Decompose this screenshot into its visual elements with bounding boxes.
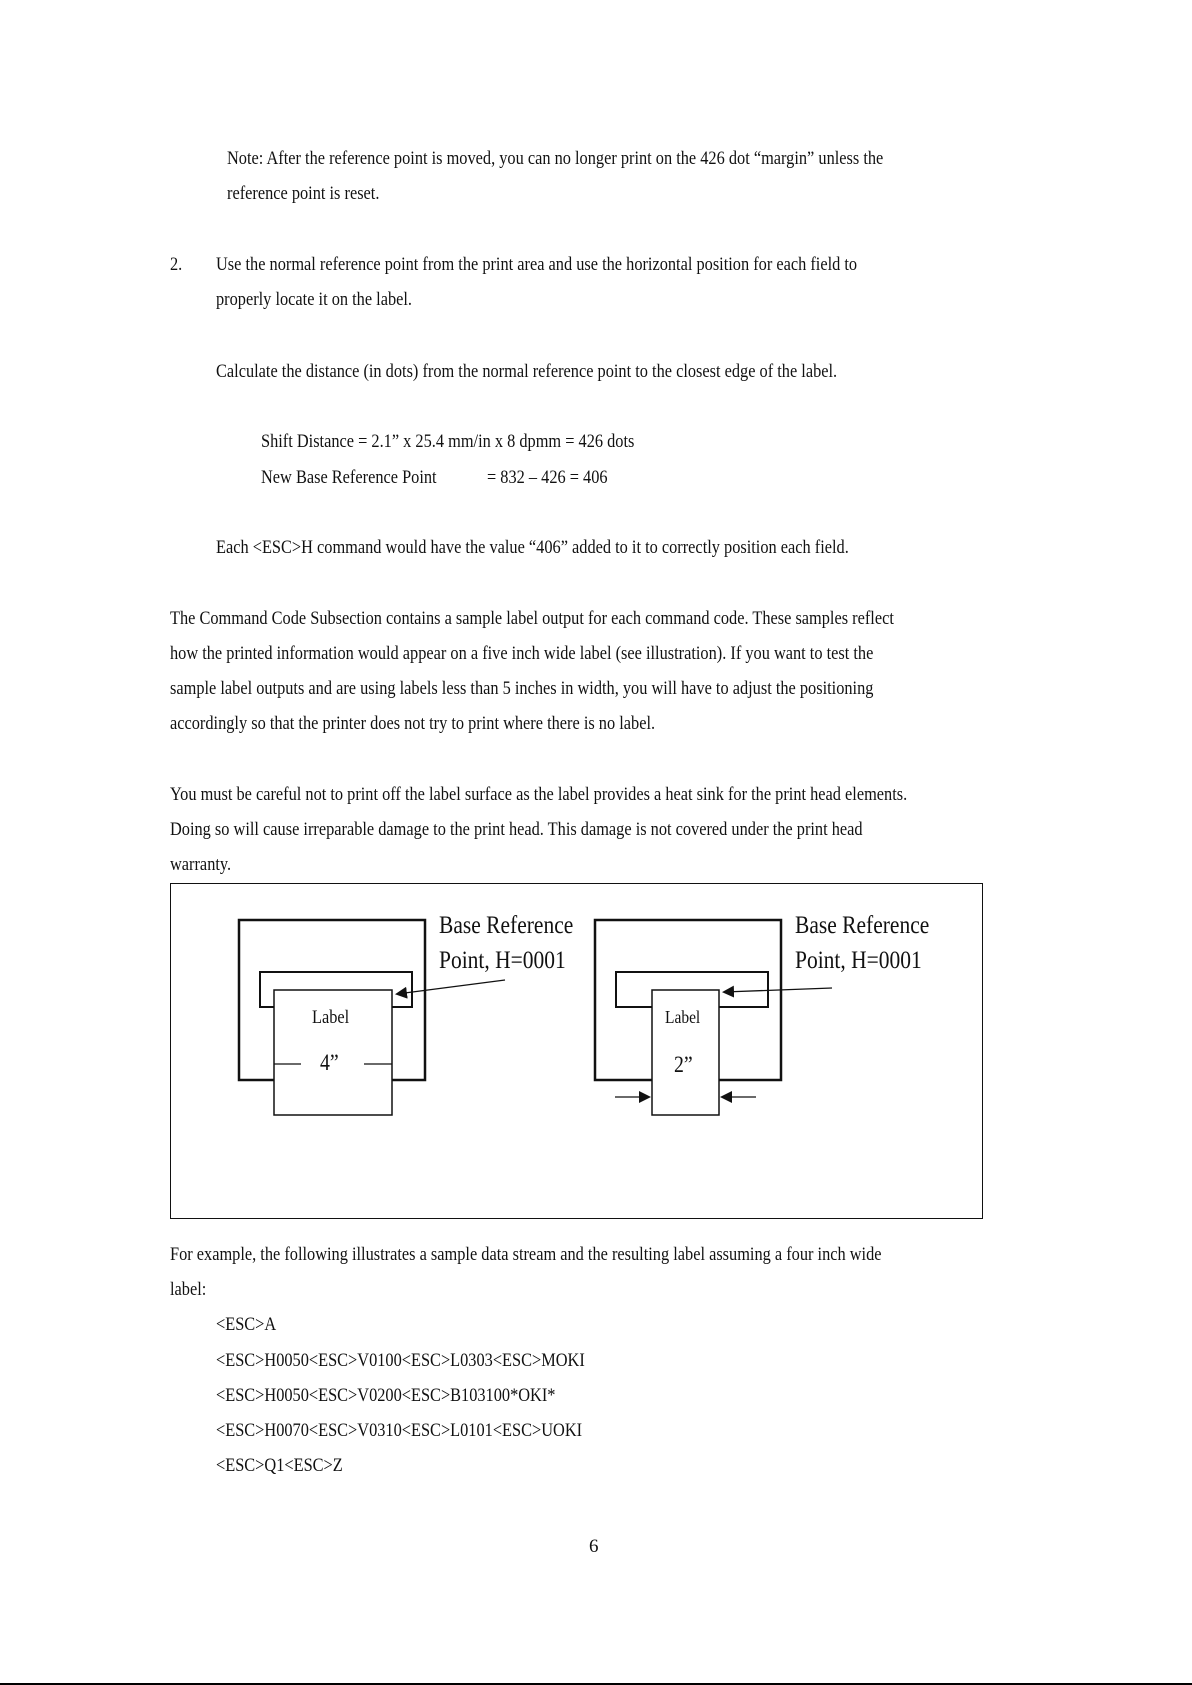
new-base-label: New Base Reference Point (261, 467, 437, 488)
right-width-text: 2” (674, 1052, 693, 1077)
right-callout-line-1: Base Reference (795, 912, 930, 939)
list-number: 2. (170, 254, 183, 275)
shift-distance-formula: Shift Distance = 2.1” x 25.4 mm/in x 8 dpmm = 426 dots (261, 431, 635, 452)
paragraph-line: The Command Code Subsection contains a sample label output for each command code. These samples reflect (170, 608, 894, 629)
right-callout-line-2: Point, H=0001 (795, 947, 922, 974)
warning-line: warranty. (170, 854, 232, 875)
esc-h-text: Each <ESC>H command would have the value “406” added to it to correctly position each field. (216, 537, 849, 558)
list-item-line-1: Use the normal reference point from the print area and use the horizontal position for each field to (216, 254, 858, 275)
paragraph-line: sample label outputs and are using labels less than 5 inches in width, you will have to adjust the positioning (170, 678, 874, 699)
warning-line: You must be careful not to print off the label surface as the label provides a heat sink for the print head elements. (170, 784, 908, 805)
code-line: <ESC>Q1<ESC>Z (216, 1455, 343, 1476)
paragraph-line: accordingly so that the printer does not try to print where there is no label. (170, 713, 656, 734)
code-line: <ESC>A (216, 1314, 277, 1335)
note-line-2: reference point is reset. (227, 183, 380, 204)
paragraph-line: how the printed information would appear on a five inch wide label (see illustration). If you want to test the (170, 643, 874, 664)
left-callout-line-1: Base Reference (439, 912, 574, 939)
right-label-text: Label (665, 1007, 701, 1027)
code-line: <ESC>H0070<ESC>V0310<ESC>L0101<ESC>UOKI (216, 1420, 583, 1441)
example-intro-line: For example, the following illustrates a sample data stream and the resulting label assuming a four inch wide (170, 1244, 882, 1265)
left-callout-line-2: Point, H=0001 (439, 947, 566, 974)
left-label-text: Label (312, 1007, 350, 1028)
example-intro-line: label: (170, 1279, 207, 1300)
page-number: 6 (589, 1536, 599, 1557)
code-line: <ESC>H0050<ESC>V0100<ESC>L0303<ESC>MOKI (216, 1350, 585, 1371)
warning-line: Doing so will cause irreparable damage to the print head. This damage is not covered under the print head (170, 819, 863, 840)
calculate-text: Calculate the distance (in dots) from the normal reference point to the closest edge of the label. (216, 361, 838, 382)
new-base-value: = 832 – 426 = 406 (487, 467, 608, 488)
code-line: <ESC>H0050<ESC>V0200<ESC>B103100*OKI* (216, 1385, 556, 1406)
left-width-text: 4” (320, 1050, 339, 1075)
note-line-1: Note: After the reference point is moved, you can no longer print on the 426 dot “margin” unless the (227, 148, 884, 169)
label-position-diagram (170, 883, 983, 1219)
list-item-line-2: properly locate it on the label. (216, 289, 413, 310)
